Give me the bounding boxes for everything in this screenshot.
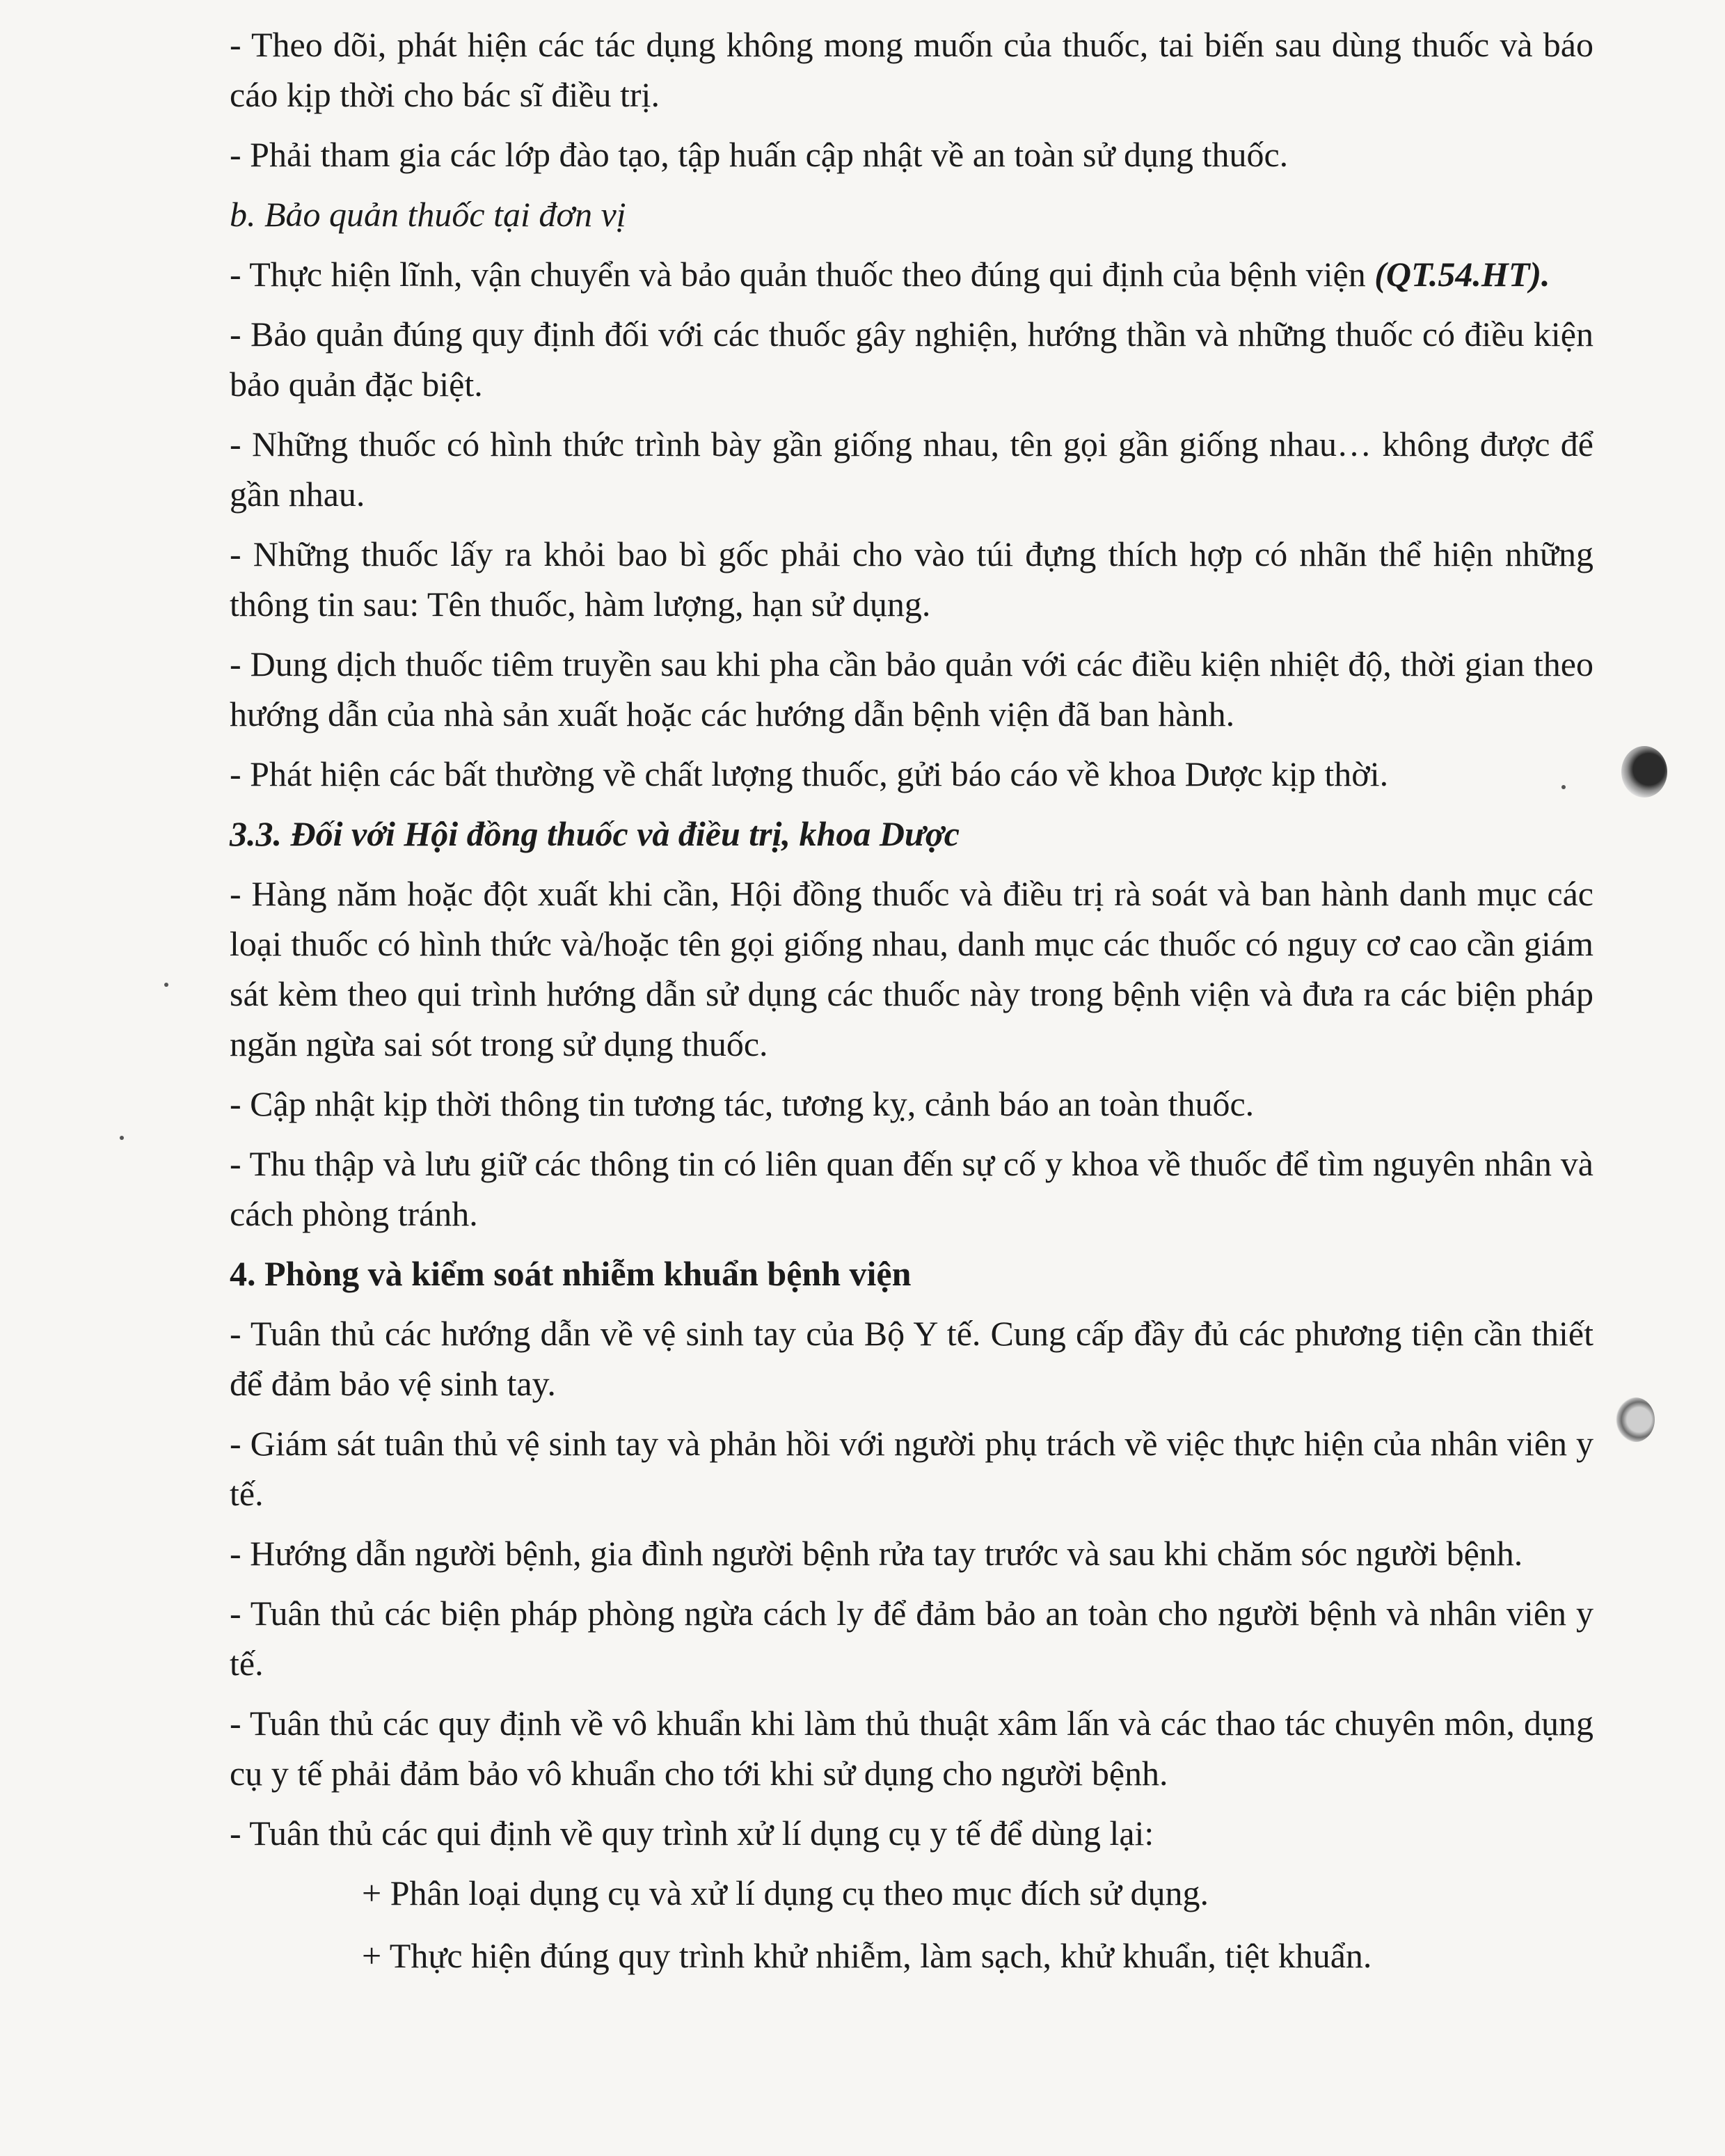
list-item-sterilization: + Thực hiện đúng quy trình khử nhiễm, làm sạch, khử khuẩn, tiệt khuẩn.: [362, 1936, 1372, 1975]
paragraph-hand-hygiene: - Tuân thủ các hướng dẫn về vệ sinh tay của Bộ Y tế. Cung cấp đầy đủ các phương tiện cần thiết để đảm bảo vệ sinh tay.: [230, 1314, 1593, 1403]
scan-dot: [1561, 785, 1566, 789]
paragraph-adverse-effects: - Theo dõi, phát hiện các tác dụng không mong muốn của thuốc, tai biến sau dùng thuốc và báo cáo kịp thời cho bác sĩ điều trị.: [230, 25, 1593, 114]
paragraph-narcotics: - Bảo quản đúng quy định đối với các thuốc gây nghiện, hướng thần và những thuốc có điều kiện bảo quản đặc biệt.: [230, 315, 1593, 404]
section-heading-infection-control: 4. Phòng và kiểm soát nhiễm khuẩn bệnh viện: [230, 1254, 912, 1293]
paragraph-annual-review: - Hàng năm hoặc đột xuất khi cần, Hội đồng thuốc và điều trị rà soát và ban hành danh mục các loại thuốc có hình thức và/hoặc tên gọi giống nhau, danh mục các thuốc có nguy cơ cao cần giám sát kèm theo qui trình hướng dẫn sử dụng các thuốc này trong bệnh viện và đưa ra các biện pháp ngăn ngừa sai sót trong sử dụng thuốc.: [230, 874, 1593, 1063]
paragraph-repackaging: - Những thuốc lấy ra khỏi bao bì gốc phải cho vào túi đựng thích hợp có nhãn thể hiện những thông tin sau: Tên thuốc, hàm lượng, hạn sử dụng.: [230, 534, 1593, 624]
paragraph-incident-data: - Thu thập và lưu giữ các thông tin có liên quan đến sự cố y khoa về thuốc để tìm nguyên nhân và cách phòng tránh.: [230, 1144, 1593, 1233]
section-heading-storage: b. Bảo quản thuốc tại đơn vị: [230, 195, 626, 234]
punch-hole-icon: [1621, 746, 1667, 798]
paragraph-patient-handwash: - Hướng dẫn người bệnh, gia đình người bệnh rửa tay trước và sau khi chăm sóc người bệnh.: [230, 1534, 1523, 1573]
procedure-code: (QT.54.HT).: [1374, 255, 1550, 294]
storage-procedure-text: - Thực hiện lĩnh, vận chuyển và bảo quản thuốc theo đúng qui định của bệnh viện: [230, 255, 1366, 294]
scan-dot: [120, 1136, 124, 1140]
punch-hole-icon: [1616, 1397, 1655, 1442]
paragraph-lookalike-drugs: - Những thuốc có hình thức trình bày gần giống nhau, tên gọi gần giống nhau… không được để gần nhau.: [230, 425, 1593, 514]
section-heading-council: 3.3. Đối với Hội đồng thuốc và điều trị, khoa Dược: [230, 814, 960, 853]
paragraph-asepsis: - Tuân thủ các quy định về vô khuẩn khi làm thủ thuật xâm lấn và các thao tác chuyên môn, dụng cụ y tế phải đảm bảo vô khuẩn cho tới khi sử dụng cho người bệnh.: [230, 1704, 1593, 1793]
paragraph-reprocessing: - Tuân thủ các qui định về quy trình xử lí dụng cụ y tế để dùng lại:: [230, 1814, 1154, 1853]
paragraph-storage-procedure: [230, 249, 1593, 299]
paragraph-isolation: - Tuân thủ các biện pháp phòng ngừa cách ly để đảm bảo an toàn cho người bệnh và nhân viên y tế.: [230, 1594, 1593, 1683]
scan-dot: [164, 983, 168, 987]
document-body: [230, 19, 1593, 1993]
list-item-classification: + Phân loại dụng cụ và xử lí dụng cụ theo mục đích sử dụng.: [362, 1873, 1209, 1912]
paragraph-hygiene-monitoring: - Giám sát tuân thủ vệ sinh tay và phản hồi với người phụ trách về việc thực hiện của nhân viên y tế.: [230, 1424, 1593, 1513]
paragraph-infusion-solution: - Dung dịch thuốc tiêm truyền sau khi pha cần bảo quản với các điều kiện nhiệt độ, thời gian theo hướng dẫn của nhà sản xuất hoặc các hướng dẫn bệnh viện đã ban hành.: [230, 644, 1593, 734]
paragraph-interaction-update: - Cập nhật kịp thời thông tin tương tác, tương kỵ, cảnh báo an toàn thuốc.: [230, 1084, 1255, 1123]
paragraph-quality-report: - Phát hiện các bất thường về chất lượng thuốc, gửi báo cáo về khoa Dược kịp thời.: [230, 754, 1389, 793]
paragraph-training: - Phải tham gia các lớp đào tạo, tập huấn cập nhật về an toàn sử dụng thuốc.: [230, 135, 1289, 174]
